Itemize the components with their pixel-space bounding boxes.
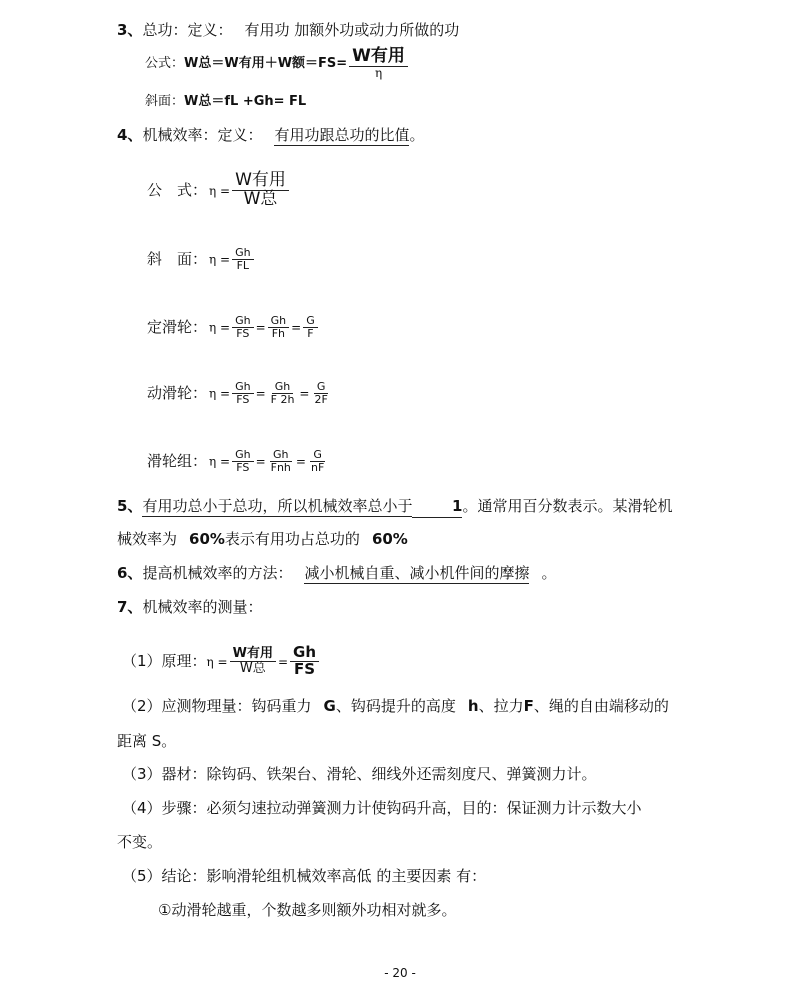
s3-formula — [145, 48, 410, 79]
s7-p1-eta: η = — [206, 654, 228, 669]
s4-formula-fraction — [232, 172, 289, 209]
s7-p5 — [122, 866, 486, 886]
s7-p1-frac2 — [290, 645, 319, 678]
s4-movable-frac2 — [268, 381, 298, 405]
s3-definition — [117, 20, 459, 40]
s3-def-text: 有用功 加额外功或动力所做的功 — [244, 21, 460, 39]
s7-num: 7、 — [117, 598, 143, 616]
s3-def-label: 定义： — [187, 21, 233, 39]
s7-p3-text: （3）器材：除钩码、铁架台、滑轮、细线外还需刻度尺、弹簧测力计。 — [122, 765, 597, 783]
s4-fixed-eq1: = — [255, 320, 266, 335]
s7-p1-eq: = — [277, 654, 289, 669]
s7-p2-line2-text: 距离 S。 — [117, 732, 177, 750]
s4-movable-label: 动滑轮： — [147, 383, 208, 402]
s5-line1-a: 有用功总小于总功，所以机械效率总小于 — [142, 497, 413, 515]
s5-line1-blank: 1 — [412, 496, 462, 518]
s4-formula — [147, 172, 291, 209]
s7-p1-label: （1）原理： — [122, 651, 207, 670]
s4-fixed-eq2: = — [291, 320, 302, 335]
s6-num: 6、 — [117, 564, 143, 582]
s3-title: 总功： — [142, 21, 188, 39]
s4-movable-frac1 — [232, 381, 254, 405]
s4-fixed-f1-num: Gh — [232, 315, 254, 328]
s4-def-end: 。 — [409, 126, 425, 144]
s4-group-f2-num: Gh — [270, 449, 292, 462]
s7-p2-line2 — [117, 731, 176, 751]
s4-fixed-f1-den: FS — [236, 326, 250, 340]
s7-p2-F: F — [523, 697, 534, 715]
s3-incline — [145, 92, 306, 112]
s4-movable-f1-num: Gh — [232, 381, 254, 394]
s6-title: 提高机械效率的方法： — [142, 564, 293, 582]
s7-p4-line1-text: （4）步骤：必须匀速拉动弹簧测力计使钩码升高，目的：保证测力计示数大小 — [122, 799, 642, 817]
s3-formula-fraction — [349, 48, 408, 79]
s4-definition — [117, 125, 425, 145]
s4-incline-fraction — [232, 247, 254, 271]
s4-group-frac1 — [232, 449, 254, 473]
s7-p2-mid2: 、拉力 — [478, 697, 524, 715]
s7-p5-item1 — [158, 900, 456, 920]
s4-group-eq2: = — [295, 454, 306, 469]
s4-fixed-frac1 — [232, 315, 254, 339]
s4-movable-eq2: = — [299, 386, 310, 401]
s4-fixed-f2-num: Gh — [268, 315, 290, 328]
s4-movable-eq1: = — [255, 386, 266, 401]
s4-fixed-f3-num: G — [303, 315, 318, 328]
s4-fixed-label: 定滑轮： — [147, 317, 208, 336]
s4-formula-num: W有用 — [232, 172, 289, 191]
s7-p2-end: 、绳的自由端移动的 — [533, 697, 669, 715]
s4-incline-eta: η = — [209, 252, 231, 267]
s7-p4-line2-text: 不变。 — [117, 833, 163, 851]
s7-p2-line1-a: （2）应测物理量：钩码重力 — [122, 697, 312, 715]
s7-principle — [122, 645, 321, 678]
s4-movable-pulley — [147, 381, 333, 405]
s3-frac-den: η — [374, 65, 383, 80]
s4-title: 机械效率： — [142, 126, 218, 144]
s4-incline-num: Gh — [232, 247, 254, 260]
s4-fixed-f3-den: F — [307, 326, 314, 340]
s4-group-label: 滑轮组： — [147, 451, 208, 470]
s4-formula-label: 公 式： — [147, 180, 208, 199]
s4-movable-eta: η = — [209, 386, 231, 401]
s5-line2-a: 械效率为 — [117, 530, 178, 548]
s7-p1-f1-den: W总 — [239, 660, 266, 676]
s3-num: 3、 — [117, 21, 143, 39]
s4-group-eq1: = — [255, 454, 266, 469]
s4-formula-den: W总 — [243, 188, 278, 209]
s4-fixed-pulley — [147, 315, 320, 339]
s7-title: 机械效率的测量： — [142, 598, 263, 616]
s4-num: 4、 — [117, 126, 143, 144]
s4-fixed-frac3 — [303, 315, 318, 339]
s6-end: 。 — [541, 564, 557, 582]
s4-incline — [147, 247, 256, 271]
s7-p3 — [122, 764, 597, 784]
s6-line — [117, 563, 556, 583]
s4-incline-den: FL — [236, 258, 250, 272]
s7-p4-line1 — [122, 798, 642, 818]
s4-group-f1-den: FS — [236, 460, 250, 474]
s7-p1-f1-num: W有用 — [230, 647, 276, 662]
s5-line2-val: 60% — [189, 530, 225, 548]
s5-line1 — [117, 496, 672, 518]
s4-group-f2-den: Fnh — [270, 460, 291, 474]
s5-line2-b: 表示有用功占总功的 — [224, 530, 360, 548]
s7-p1-f2-num: Gh — [290, 645, 319, 662]
page-number: - 20 - — [384, 966, 416, 980]
s4-group-f3-den: nF — [310, 460, 325, 474]
s5-line2 — [117, 529, 408, 549]
s7-p2-line1 — [122, 696, 669, 716]
s4-formula-eta: η = — [209, 183, 231, 198]
s7-p2-G: G — [323, 697, 336, 715]
s3-formula-text: W总＝W有用＋W额＝FS= — [184, 56, 348, 72]
s4-movable-f3-num: G — [314, 381, 329, 394]
s4-group-frac2 — [268, 449, 294, 473]
s3-formula-label: 公式： — [145, 56, 185, 72]
s7-p1-frac1 — [230, 647, 276, 675]
s7-p5-item1-text: ①动滑轮越重，个数越多则额外功相对就多。 — [158, 901, 457, 919]
s4-fixed-f2-den: Fh — [271, 326, 286, 340]
s5-line2-val2: 60% — [371, 530, 408, 548]
s7-p2-mid: 、钩码提升的高度 — [335, 697, 456, 715]
s4-movable-f1-den: FS — [236, 392, 250, 406]
s4-group-f3-num: G — [310, 449, 325, 462]
s7-p5-text: （5）结论：影响滑轮组机械效率高低 的主要因素 有： — [122, 867, 487, 885]
s3-incline-label: 斜面： — [145, 94, 185, 109]
s3-frac-num: W有用 — [349, 48, 408, 67]
s7-p4-line2 — [117, 832, 162, 852]
s3-incline-text: W总＝fL +Gh= FL — [184, 94, 307, 109]
s4-movable-f2-num: Gh — [272, 381, 294, 394]
s4-fixed-eta: η = — [209, 320, 231, 335]
s7-heading — [117, 597, 262, 617]
s7-p1-f2-den: FS — [293, 659, 316, 678]
s4-group-f1-num: Gh — [232, 449, 254, 462]
s4-movable-f2-den: F 2h — [270, 392, 295, 406]
s4-group-frac3 — [308, 449, 327, 473]
s4-def-label: 定义： — [217, 126, 263, 144]
s4-incline-label: 斜 面： — [147, 249, 208, 268]
s5-line1-b: 。通常用百分数表示。某滑轮机 — [462, 497, 673, 515]
s4-pulley-group — [147, 449, 329, 473]
s5-num: 5、 — [117, 497, 143, 515]
s4-fixed-frac2 — [268, 315, 290, 339]
s4-def-text: 有用功跟总功的比值 — [274, 126, 410, 144]
s4-movable-frac3 — [311, 381, 330, 405]
s6-answer: 减小机械自重、减小机件间的摩擦 — [304, 564, 530, 582]
s4-movable-f3-den: 2F — [314, 392, 328, 406]
s4-group-eta: η = — [209, 454, 231, 469]
s7-p2-h: h — [467, 697, 479, 715]
